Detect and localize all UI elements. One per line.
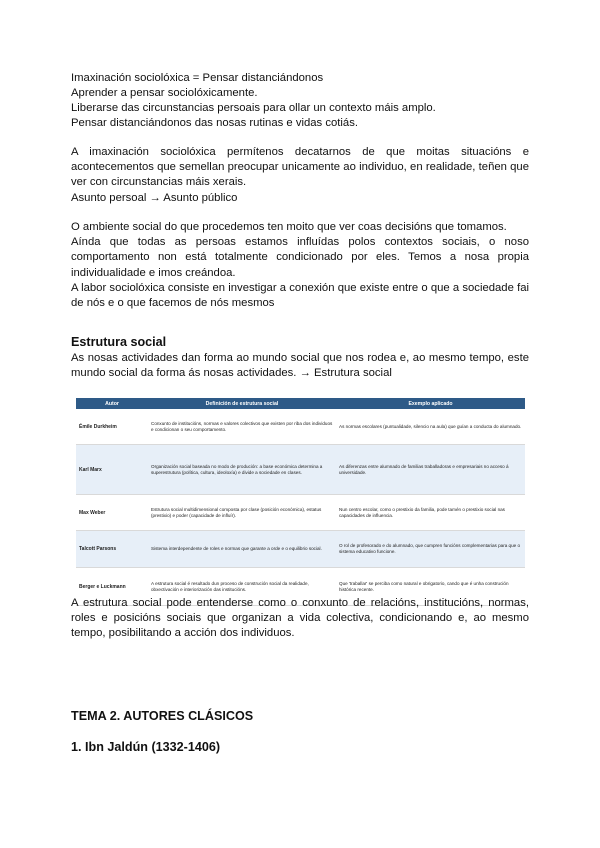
table-cell-author: Talcott Parsons [76, 531, 148, 568]
paragraph-ambiente [71, 220, 529, 311]
paragraph-text: O ambiente social do que procedemos ten moito que ver coas decisións que tomamos. [71, 221, 507, 233]
table-cell-definition: Sistema interdependente de roles e normas que garante a orde e o equilibrio social. [148, 531, 336, 568]
table-row [76, 495, 525, 531]
table-cell-definition: Organización social baseada no modo de produción: a base económica determina a superestrutura (política, cultura, ideoloxía) e divide a sociedade en clases. [148, 445, 336, 495]
section-heading: Estrutura social [71, 335, 167, 349]
paragraph-conclusion: A estrutura social pode entenderse como o conxunto de relacións, institucións, normas, roles e posicións sociais que organizan a vida colectiva, condicionando e, ao mesmo tempo, posibilitando a acción dos individuos. [71, 597, 529, 640]
table-cell-example: Que 'traballar' se perciba como natural e obrigatorio, cando que é unha construción histórica recente. [336, 568, 525, 606]
table-cell-definition: A estrutura social é resultado dun proceso de construción social da realidade, obxectivación e interiorización das institucións. [148, 568, 336, 606]
intro-line: Aprender a pensar sociolóxicamente. [71, 87, 258, 99]
table-cell-author: Karl Marx [76, 445, 148, 495]
paragraph-estrutura: As nosas actividades dan forma ao mundo social que nos rodea e, ao mesmo tempo, este mundo social da forma ás nosas actividades. → Estrutura social [71, 352, 529, 380]
table-row [76, 445, 525, 495]
table-row [76, 409, 525, 445]
estrutura-social-table [76, 398, 525, 606]
table-cell-example: O rol de profesorado e do alumnado, que cumpren funcións complementarias para que o sistema educativo funcione. [336, 531, 525, 568]
table-cell-example: As normas escolares (puntualidade, silencio na aula) que guían a conducta do alumnado. [336, 409, 525, 445]
table-cell-definition: Conxunto de institucións, normas e valores colectivos que existen por riba dos individuos e condicionan o seu comportamento. [148, 409, 336, 445]
paragraph-text: A imaxinación sociolóxica permítenos decatarnos de que moitas situacións e acontecementos que semellan preocupar unicamente ao individuo, en realidade, teñen que ver con circunstancias máis xerais. [71, 146, 529, 189]
paragraph-arrow-line: Asunto persoal → Asunto público [71, 191, 238, 204]
table-cell-definition: Estrutura social multidimensional composta por clase (posición económica), estatus (prestixio) e poder (capacidade de influír). [148, 495, 336, 531]
intro-line: Imaxinación sociolóxica = Pensar distanciándonos [71, 72, 324, 84]
table-cell-example: As diferenzas entre alumnado de familias traballadoras e empresariais no acceso á universidade. [336, 445, 525, 495]
table-header: Exemplo aplicado [336, 398, 525, 409]
tema-subheading: 1. Ibn Jaldún (1332-1406) [71, 740, 221, 754]
paragraph-imaxinacion [71, 145, 529, 206]
paragraph-text: A labor sociolóxica consiste en investigar a conexión que existe entre o que a sociedade fai de nós e o que facemos de nós mesmos [71, 281, 529, 310]
table-cell-author: Max Weber [76, 495, 148, 531]
table-cell-author: Émile Durkheim [76, 409, 148, 445]
table-header: Autor [76, 398, 148, 409]
intro-line: Pensar distanciándonos das nosas rutinas e vidas cotiás. [71, 117, 358, 129]
intro-line: Liberarse das circunstancias persoais para ollar un contexto máis amplo. [71, 102, 436, 114]
table-row [76, 531, 525, 568]
paragraph-text: Aínda que todas as persoas estamos influídas polos contextos sociais, o noso comportamento non está totalmente condicionado por eles. Temos a nosa propia individualidade e imos creándoa. [71, 236, 529, 279]
table-cell-example: Nun centro escolar, como o prestixio da familia, pode tamén o prestixio social nas capacidades de influencia. [336, 495, 525, 531]
table-cell-author: Berger e Luckmann [76, 568, 148, 606]
tema-heading: TEMA 2. AUTORES CLÁSICOS [71, 709, 254, 723]
table-header: Definición de estrutura social [148, 398, 336, 409]
